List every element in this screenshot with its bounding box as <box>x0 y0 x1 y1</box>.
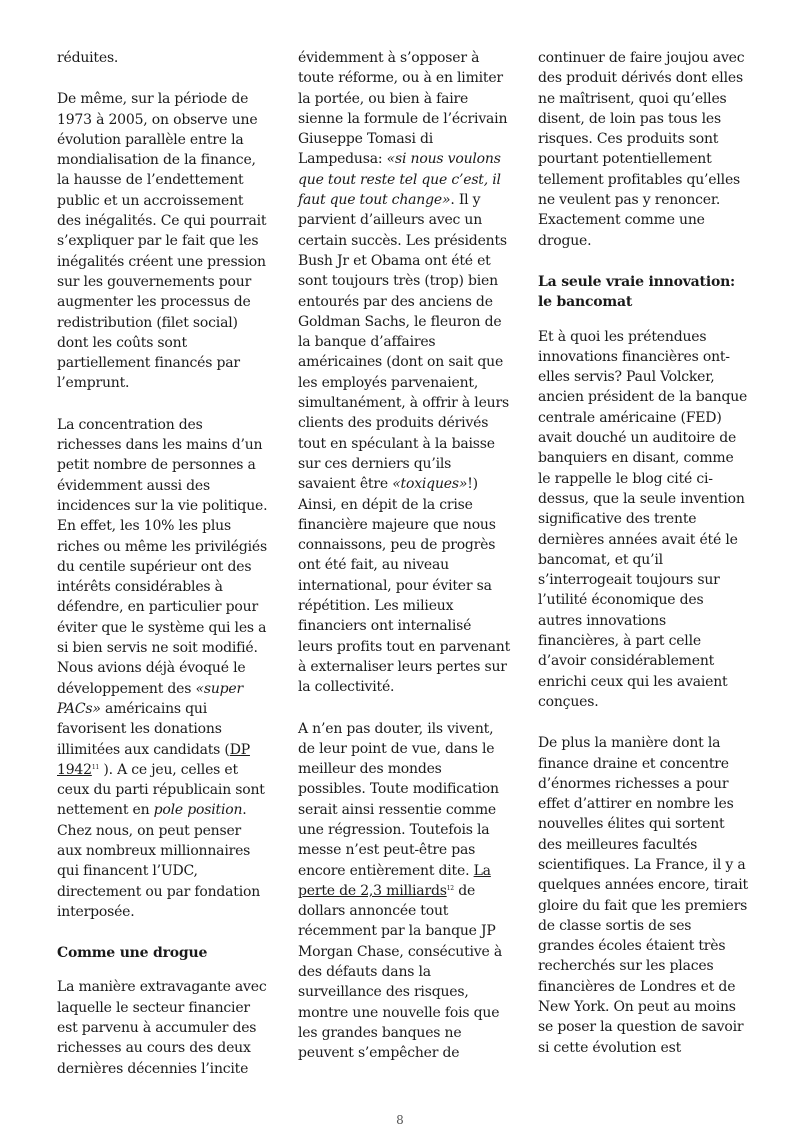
section-heading-comme-une-drogue: Comme une drogue <box>57 945 208 962</box>
paragraph <box>298 48 510 698</box>
paragraph: réduites. <box>57 50 119 66</box>
column-1 <box>57 48 269 1100</box>
footnote-ref-12[interactable]: 12 <box>446 884 454 892</box>
footnote-ref-11[interactable]: 11 <box>91 763 100 771</box>
page-number: 8 <box>396 1113 404 1127</box>
emphasis-toxiques: «toxiques» <box>392 476 468 493</box>
text-span: américains qui favorisent les donations illimitées aux candidats ( <box>57 700 230 758</box>
column-3 <box>538 48 750 1079</box>
text-span: . Chez nous, on peut penser aux nombreux millionnaires qui financent l’UDC, directement ou par fondation interposée. <box>57 802 261 920</box>
emphasis-quote-lampedusa: «si nous voulons que tout reste tel que c’est, il faut que tout change» <box>298 151 501 209</box>
emphasis-super-pacs: «super PACs» <box>57 680 244 717</box>
text-span: . Il y parvient d’ailleurs avec un certain succès. Les présidents Bush Jr et Obama ont été et sont toujours très (trop) bien entourés par des anciens de Goldman Sachs, le fleuron de la banque d’affaires américaines (dont on sait que les employés parvenaient, simultanément, à offrir à leurs clients des produits dérivés tout en spéculant à la baisse sur ces derniers qu’ils savaient être <box>298 192 509 493</box>
paragraph <box>298 719 510 1064</box>
text-span: ). A ce jeu, celles et ceux du parti républicain sont nettement en <box>57 761 265 819</box>
paragraph: continuer de faire joujou avec des produit dérivés dont elles ne maîtrisent, quoi qu’elles disent, de loin pas tous les risques. Ces produits sont pourtant potentiellement tellement profitables qu’elles ne veulent pas y renoncer. Exactement comme une drogue. <box>538 50 745 249</box>
text-span: A n’en pas douter, ils vivent, de leur point de vue, dans le meilleur des mondes possibles. Toute modification serait ainsi ressentie comme une régression. Toutefois la messe n’est peut-être pas encore entièrement dite. <box>298 720 499 879</box>
text-span: évidemment à s’opposer à toute réforme, ou à en limiter la portée, ou bien à faire sienne la formule de l’écrivain Giuseppe Tomasi di Lampedusa: <box>298 50 508 168</box>
link-dp-1942[interactable]: DP 1942 <box>57 741 250 778</box>
paragraph: Et à quoi les prétendues innovations financières ont-elles servis? Paul Volcker, ancien président de la banque centrale américaine (FED) avait douché un auditoire de banquiers en disant, comme le rappelle le blog cité ci-dessus, que la seule invention significative des trente dernières années avait été le bancomat, et qu’il s’interrogeait toujours sur l’utilité économique des autres innovations financières, à part celle d’avoir considérablement enrichi ceux qui les avaient conçues. <box>538 328 748 710</box>
column-2 <box>298 48 510 1085</box>
paragraph <box>57 415 269 922</box>
text-span: de dollars annoncée tout récemment par la banque JP Morgan Chase, consécutive à des défauts dans la surveillance des risques, montre une nouvelle fois que les grandes banques ne peuvent s’empêcher de <box>298 882 502 1062</box>
link-perte-milliards[interactable]: La perte de 2,3 milliards <box>298 862 491 899</box>
section-heading-bancomat: La seule vraie innovation: le bancomat <box>538 273 736 311</box>
paragraph: De même, sur la période de 1973 à 2005, on observe une évolution parallèle entre la mondialisation de la finance, la hausse de l’endettement public et un accroissement des inégalités. Ce qui pourrait s’expliquer par le fait que les inégalités créent une pression sur les gouvernements pour augmenter les processus de redistribution (filet social) dont les coûts sont partiellement financés par l’emprunt. <box>57 91 267 392</box>
paragraph: La manière extravagante avec laquelle le secteur financier est parvenu à accumuler des richesses au cours des deux dernières décennies l’incite <box>57 979 267 1077</box>
text-span: La concentration des richesses dans les mains d’un petit nombre de personnes a évidemment aussi des incidences sur la vie politique. En effet, les 10% les plus riches ou même les privilégiés du centile supérieur ont des intérêts considérables à défendre, en particulier pour éviter que le système qui les a si bien servis ne soit modifié. Nous avions déjà évoqué le développement des <box>57 416 268 697</box>
paragraph: De plus la manière dont la finance draine et concentre d’énormes richesses a pour effet d’attirer en nombre les nouvelles élites qui sortent des meilleures facultés scientifiques. La France, il y a quelques années encore, tirait gloire du fait que les premiers de classe sortis de ses grandes écoles étaient très recherchés sur les places financières de Londres et de New York. On peut au moins se poser la question de savoir si cette évolution est <box>538 735 748 1056</box>
emphasis-pole-position: pole position <box>153 802 243 819</box>
text-span: !) Ainsi, en dépit de la crise financière majeure que nous connaissons, peu de progrès ont été fait, au niveau international, pour éviter sa répétition. Les milieux financiers ont internalisé leurs profits tout en parvenant à externaliser leurs pertes sur la collectivité. <box>298 476 511 696</box>
